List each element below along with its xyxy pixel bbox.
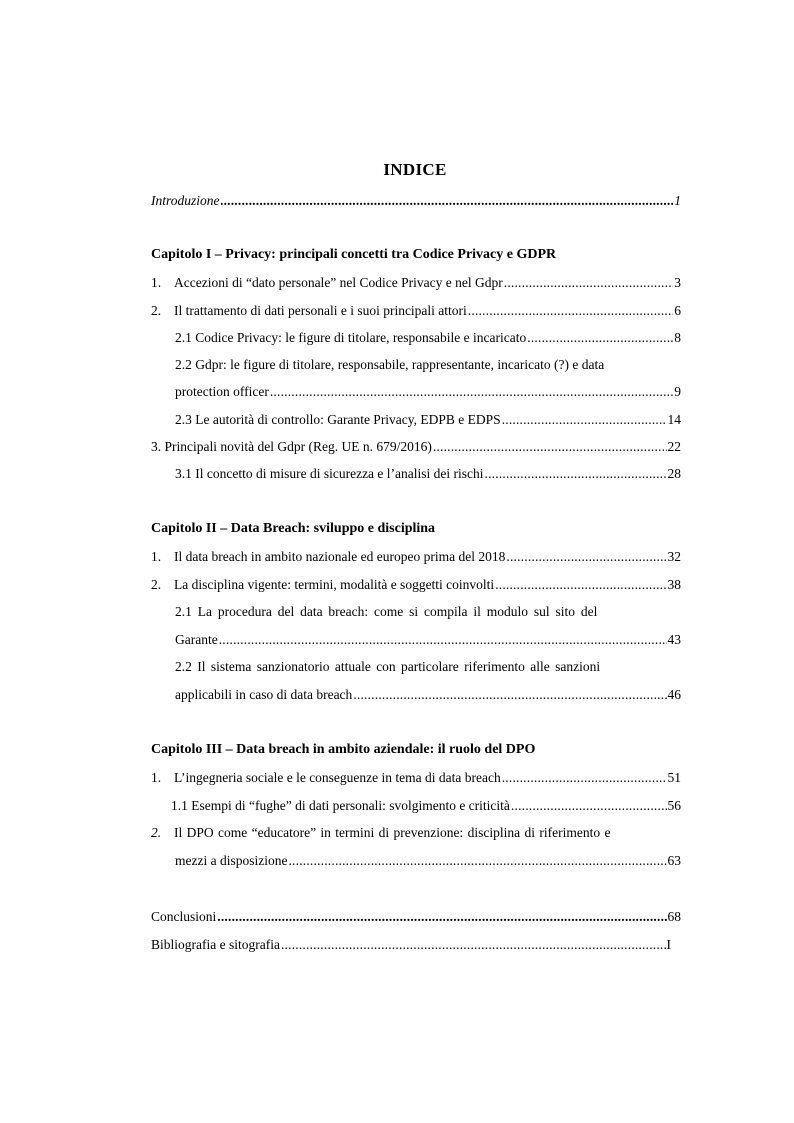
toc-entry-number: 2.: [151, 303, 162, 318]
toc-entry-page: 56: [667, 798, 681, 813]
toc-entry-label: mezzi a disposizione: [175, 853, 288, 868]
toc-leader-dots: [502, 769, 667, 787]
toc-leader-dots: [217, 908, 666, 926]
toc-entry-label: Il DPO come “educatore” in termini di prevenzione: disciplina di riferimento e: [174, 825, 611, 840]
toc-entry-page: 46: [667, 687, 681, 702]
toc-entry-label: La disciplina vigente: termini, modalità e soggetti coinvolti: [174, 577, 495, 592]
toc-leader-dots: [527, 329, 673, 347]
toc-entry-1-2-2[interactable]: [175, 383, 681, 401]
toc-leader-dots: [485, 465, 667, 483]
toc-entry-1-2-1[interactable]: [175, 329, 681, 347]
toc-entry-2-2[interactable]: [151, 576, 681, 594]
toc-leader-dots: [281, 936, 666, 954]
toc-entry-page: 63: [667, 853, 681, 868]
toc-entry-label: Conclusioni: [151, 909, 217, 924]
toc-leader-dots: [221, 192, 674, 210]
toc-entry-page: 38: [667, 577, 681, 592]
toc-entry-3-2[interactable]: [175, 852, 681, 870]
toc-entry-2-1[interactable]: [151, 548, 681, 566]
toc-leader-dots: [270, 383, 673, 401]
toc-entry-2-2-1-line1[interactable]: 2.1 La procedura del data breach: come si compila il modulo sul sito del: [175, 604, 598, 619]
toc-entry-3-1[interactable]: [151, 769, 681, 787]
toc-entry-label: L’ingegneria sociale e le conseguenze in tema di data breach: [174, 770, 501, 785]
toc-leader-dots: [353, 686, 666, 704]
toc-entry-label: Bibliografia e sitografia: [151, 937, 280, 952]
toc-entry-conclusioni[interactable]: [151, 908, 681, 926]
toc-entry-2-2-2-line1[interactable]: 2.2 Il sistema sanzionatorio attuale con particolare riferimento alle sanzioni: [175, 659, 601, 674]
toc-entry-page: 1: [674, 193, 681, 208]
toc-entry-page: 3: [674, 275, 681, 290]
toc-entry-page: 22: [667, 439, 681, 454]
toc-entry-1-2[interactable]: [151, 302, 681, 320]
toc-entry-label: 2.3 Le autorità di controllo: Garante Privacy, EDPB e EDPS: [175, 412, 501, 427]
toc-leader-dots: [506, 548, 666, 566]
toc-entry-2-2-1[interactable]: [175, 631, 681, 649]
toc-entry-3-2-line1[interactable]: [151, 824, 681, 842]
toc-entry-label: 3. Principali novità del Gdpr (Reg. UE n. 679/2016): [151, 439, 432, 454]
toc-entry-3-1-1[interactable]: [171, 797, 681, 815]
toc-entry-page: 28: [667, 466, 681, 481]
toc-entry-page: I: [666, 937, 671, 952]
toc-entry-label: Il data breach in ambito nazionale ed europeo prima del 2018: [174, 549, 506, 564]
toc-leader-dots: [219, 631, 667, 649]
page-title: INDICE: [383, 160, 447, 179]
toc-leader-dots: [502, 411, 667, 429]
toc-entry-2-2-2[interactable]: [175, 686, 681, 704]
toc-entry-label: 1.1 Esempi di “fughe” di dati personali: svolgimento e criticità: [171, 798, 510, 813]
toc-entry-page: 9: [674, 384, 681, 399]
toc-entry-number: 1.: [151, 549, 162, 564]
toc-leader-dots: [511, 797, 667, 815]
toc-entry-number: 1.: [151, 770, 162, 785]
toc-entry-label: protection officer: [175, 384, 269, 399]
toc-entry-1-3-1[interactable]: [175, 465, 681, 483]
toc-leader-dots: [495, 576, 666, 594]
chapter-2-heading: Capitolo II – Data Breach: sviluppo e disciplina: [151, 521, 436, 536]
chapter-3-heading: Capitolo III – Data breach in ambito aziendale: il ruolo del DPO: [151, 742, 536, 757]
toc-entry-number: 2.: [151, 825, 162, 840]
toc-entry-label: Garante: [175, 632, 218, 647]
toc-entry-page: 68: [667, 909, 681, 924]
toc-entry-bibliografia[interactable]: [151, 936, 671, 954]
toc-entry-label: Il trattamento di dati personali e i suoi principali attori: [174, 303, 467, 318]
chapter-1-heading: Capitolo I – Privacy: principali concetti tra Codice Privacy e GDPR: [151, 247, 557, 262]
toc-leader-dots: [433, 438, 667, 456]
toc-entry-label: 2.1 Codice Privacy: le figure di titolare, responsabile e incaricato: [175, 330, 527, 345]
toc-entry-label: applicabili in caso di data breach: [175, 687, 353, 702]
toc-entry-page: 14: [667, 412, 681, 427]
toc-entry-introduzione[interactable]: [151, 192, 681, 210]
toc-entry-1-3[interactable]: [151, 438, 681, 456]
toc-leader-dots: [468, 302, 673, 320]
toc-entry-number: 1.: [151, 275, 162, 290]
toc-entry-number: 2.: [151, 577, 162, 592]
toc-entry-label: Accezioni di “dato personale” nel Codice Privacy e nel Gdpr: [174, 275, 503, 290]
toc-leader-dots: [288, 852, 666, 870]
toc-entry-1-1[interactable]: [151, 274, 681, 292]
toc-entry-1-2-2-line1[interactable]: 2.2 Gdpr: le figure di titolare, responsabile, rappresentante, incaricato (?) e data: [175, 357, 605, 372]
toc-entry-label: 3.1 Il concetto di misure di sicurezza e l’analisi dei rischi: [175, 466, 484, 481]
toc-entry-page: 6: [674, 303, 681, 318]
toc-entry-label: Introduzione: [151, 193, 220, 208]
toc-entry-page: 43: [667, 632, 681, 647]
toc-entry-page: 32: [667, 549, 681, 564]
toc-leader-dots: [504, 274, 674, 292]
toc-entry-1-2-3[interactable]: [175, 411, 681, 429]
toc-entry-page: 51: [667, 770, 681, 785]
toc-entry-page: 8: [674, 330, 681, 345]
